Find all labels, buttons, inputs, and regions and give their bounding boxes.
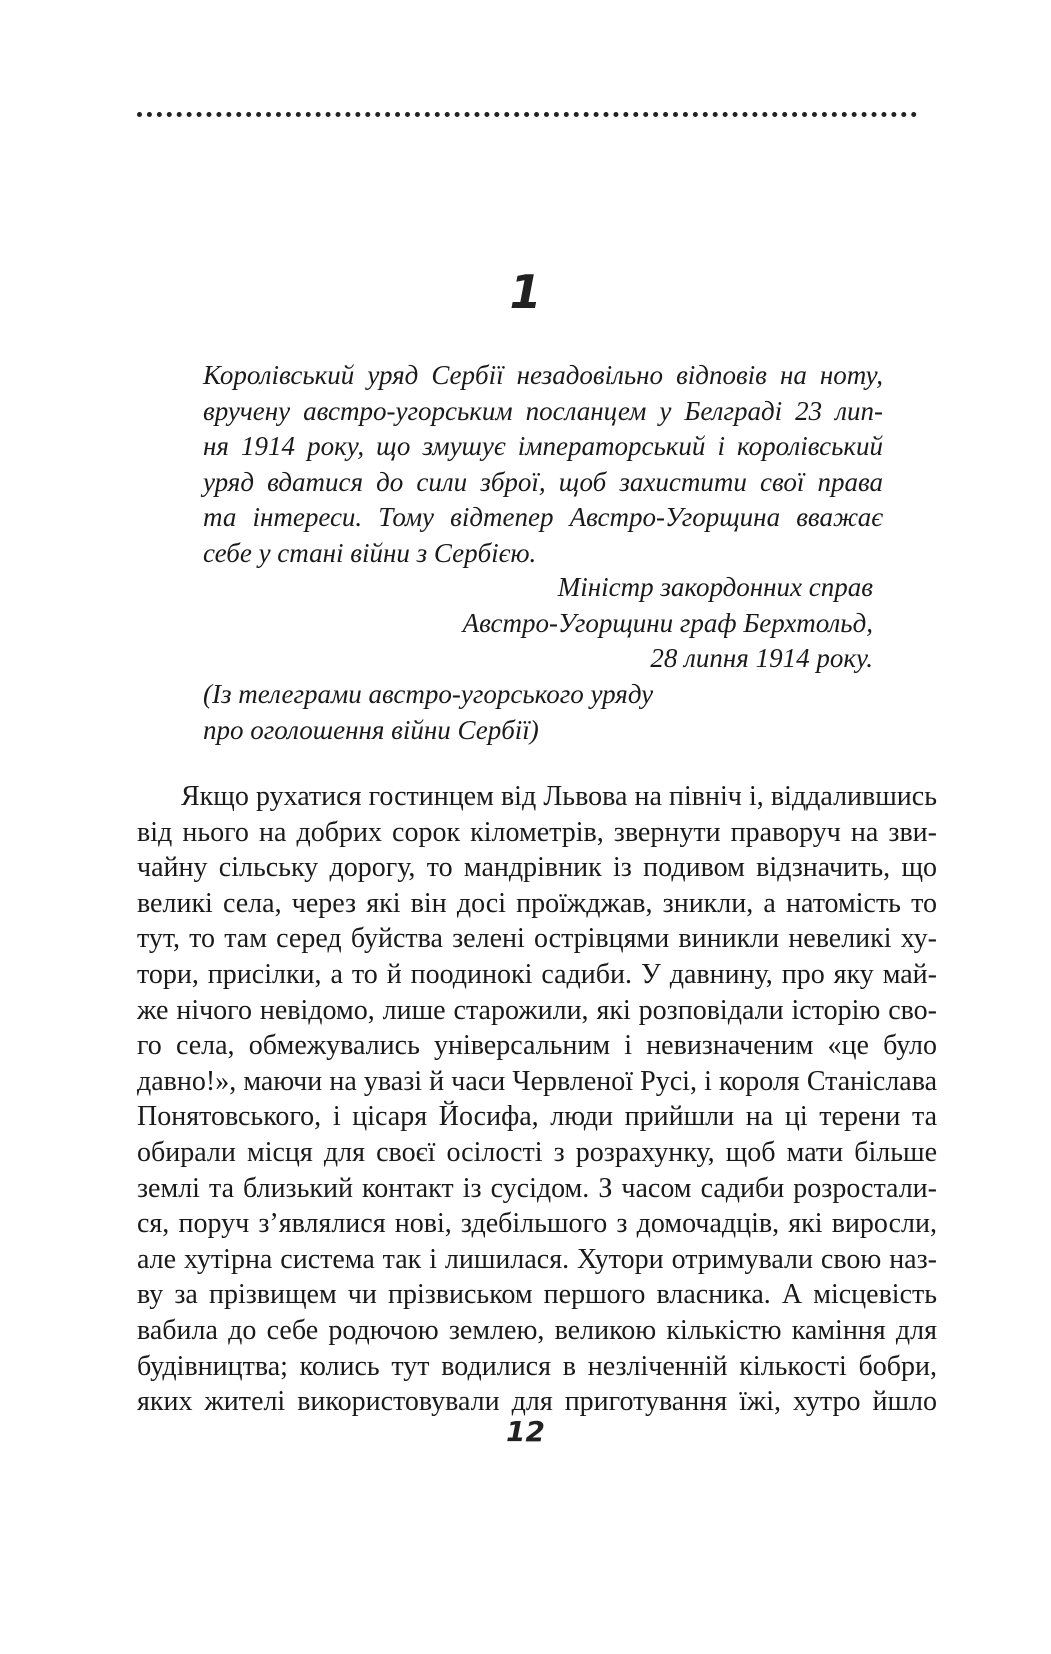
body-paragraph [137, 779, 937, 1420]
body-line: тут, то там серед буйства зелені острівцями виникли невеликі ху- [137, 923, 937, 955]
source-line: про оголошення війни Сербії) [203, 714, 539, 745]
epigraph-line: Королівський уряд Сербії незадовільно відповів на ноту, [203, 360, 883, 390]
body-line: від нього на добрих сорок кілометрів, звернути праворуч на зви- [137, 816, 937, 848]
body-line: чайну сільську дорогу, то мандрівник із подивом відзначить, що [137, 852, 937, 884]
epigraph-line: уряд вдатися до сили зброї, щоб захистити свої права [203, 466, 883, 497]
epigraph-line: вручену австро-угорським посланцем у Белграді 23 лип- [203, 395, 883, 426]
epigraph-quote [203, 358, 883, 571]
body-line: яких жителі використовували для приготування їжі, хутро йшло [137, 1386, 937, 1418]
attribution-line: 28 липня 1914 року. [650, 643, 873, 673]
source-line: (Із телеграми австро-угорського уряду [203, 679, 654, 709]
epigraph-source-note [203, 677, 883, 748]
body-line: давно!», маючи на увазі й часи Червленої Русі, і короля Станіслава [137, 1065, 937, 1097]
body-line: Понятовського, і цісаря Йосифа, люди прийшли на ці терени та [137, 1101, 937, 1133]
body-line: великі села, через які він досі проїжджав, зникли, а натомість то [137, 887, 937, 919]
epigraph-line: себе у стані війни з Сербією. [203, 537, 537, 568]
epigraph-line: та інтереси. Тому відтепер Австро-Угорщина вважає [203, 502, 883, 532]
body-line: але хутірна система так і лишилася. Хутори отримували свою наз- [137, 1243, 937, 1275]
body-line: тори, присілки, а то й поодинокі садиби. У давнину, про яку май- [137, 958, 937, 990]
body-line: ву за прізвищем чи прізвиськом першого власника. А місцевість [137, 1279, 937, 1311]
body-line: ся, поруч з’являлися нові, здебільшого з домочадців, які виросли, [137, 1208, 937, 1240]
page-number: 12 [506, 1415, 545, 1448]
body-line: вабила до себе родючою землею, великою кількістю каміння для [137, 1314, 937, 1346]
attribution-line: Міністр закордонних справ [557, 572, 873, 602]
decorative-dotted-rule [137, 112, 917, 117]
epigraph-line: ня 1914 року, що змушує імператорський і королівський [203, 431, 883, 461]
body-line: землі та близький контакт із сусідом. З часом садиби розростали- [137, 1172, 937, 1204]
body-line: обирали місця для своєї осілості з розрахунку, щоб мати більше [137, 1136, 937, 1168]
body-line: Якщо рухатися гостинцем від Львова на північ і, віддалившись [181, 781, 937, 812]
attribution-line: Австро-Угорщини граф Берхтольд, [462, 607, 873, 638]
epigraph-attribution [203, 570, 873, 677]
body-line: го села, обмежувались універсальним і невизначеним «це було [137, 1030, 937, 1062]
body-line: будівництва; колись тут водилися в незліченній кількості бобри, [137, 1350, 937, 1382]
body-line: же нічого невідомо, лише старожили, які розповідали історію сво- [137, 994, 937, 1026]
chapter-number: 1 [509, 265, 542, 319]
